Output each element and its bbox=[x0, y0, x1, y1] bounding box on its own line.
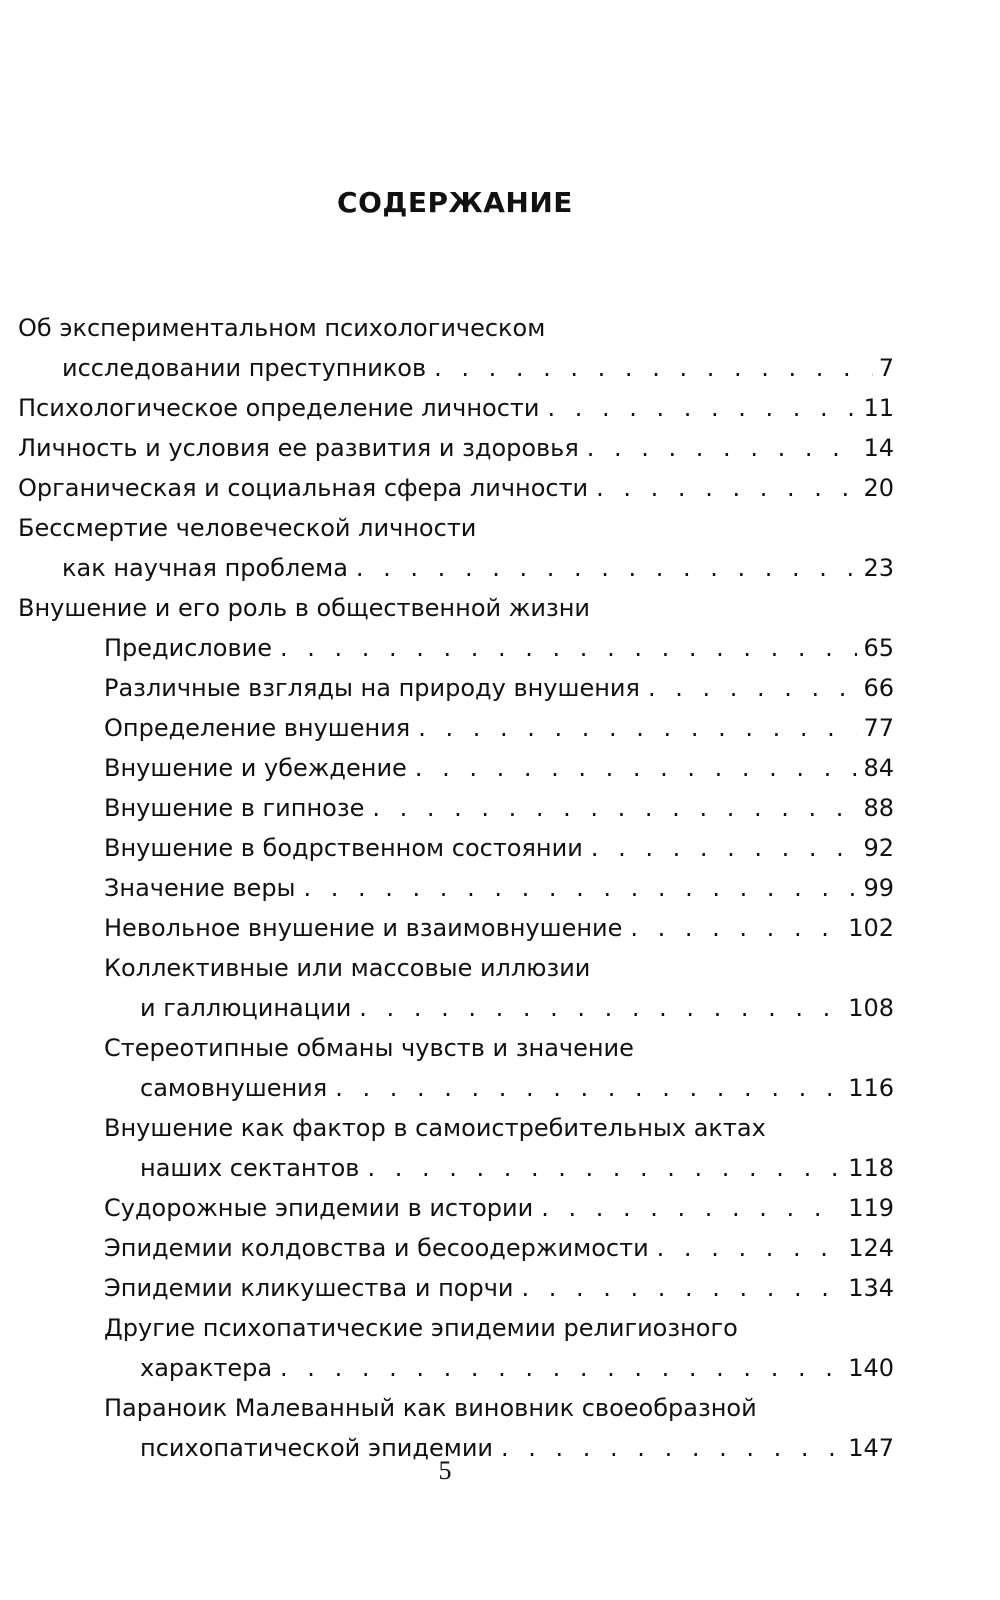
toc-entry-title: Бессмертие человеческой личности bbox=[18, 514, 477, 542]
toc-page-number: 84 bbox=[863, 754, 894, 782]
dot-leader bbox=[596, 468, 857, 508]
dot-leader bbox=[359, 988, 842, 1028]
dot-leader bbox=[372, 788, 857, 828]
dot-leader bbox=[541, 1188, 842, 1228]
toc-entry-line bbox=[18, 308, 894, 348]
toc-entry-title: Внушение в гипнозе bbox=[104, 794, 365, 822]
toc-entry-line bbox=[18, 748, 894, 788]
dot-leader bbox=[591, 828, 858, 868]
dot-leader bbox=[521, 1268, 842, 1308]
toc-page-number: 7 bbox=[878, 354, 894, 382]
toc-entry-line bbox=[18, 1308, 894, 1348]
toc-page-number: 23 bbox=[863, 554, 894, 582]
dot-leader bbox=[280, 1348, 842, 1388]
toc-entry-title: Психологическое определение личности bbox=[18, 394, 540, 422]
toc-entry-title: самовнушения bbox=[140, 1074, 328, 1102]
toc-entry-title: и галлюцинации bbox=[140, 994, 352, 1022]
toc-entry-line bbox=[18, 668, 894, 708]
page-title: СОДЕРЖАНИЕ bbox=[337, 186, 573, 219]
toc-entry-title: Предисловие bbox=[104, 634, 272, 662]
toc-entry-title: Определение внушения bbox=[104, 714, 411, 742]
toc-page-number: 65 bbox=[863, 634, 894, 662]
toc-page-number: 140 bbox=[848, 1354, 894, 1382]
dot-leader bbox=[630, 908, 842, 948]
table-of-contents bbox=[18, 308, 894, 1468]
toc-entry-line bbox=[18, 948, 894, 988]
toc-entry-line bbox=[18, 1268, 894, 1308]
toc-page-number: 118 bbox=[848, 1154, 894, 1182]
dot-leader bbox=[415, 748, 858, 788]
toc-page-number: 134 bbox=[848, 1274, 894, 1302]
toc-entry-title: Стереотипные обманы чувств и значение bbox=[104, 1034, 634, 1062]
toc-entry-line bbox=[18, 1348, 894, 1388]
toc-page-number: 147 bbox=[848, 1434, 894, 1462]
toc-page-number: 119 bbox=[848, 1194, 894, 1222]
toc-entry-line bbox=[18, 1068, 894, 1108]
dot-leader bbox=[648, 668, 858, 708]
dot-leader bbox=[356, 548, 858, 588]
toc-entry-title: психопатической эпидемии bbox=[140, 1434, 494, 1462]
page-number: 5 bbox=[438, 1456, 452, 1485]
dot-leader bbox=[547, 388, 857, 428]
toc-page-number: 20 bbox=[863, 474, 894, 502]
toc-entry-line bbox=[18, 788, 894, 828]
toc-entry-line bbox=[18, 988, 894, 1028]
toc-entry-line bbox=[18, 428, 894, 468]
toc-page-number: 14 bbox=[863, 434, 894, 462]
toc-entry-title: наших сектантов bbox=[140, 1154, 360, 1182]
toc-page-number: 92 bbox=[863, 834, 894, 862]
toc-page-number: 102 bbox=[848, 914, 894, 942]
toc-page-number: 116 bbox=[848, 1074, 894, 1102]
dot-leader bbox=[367, 1148, 842, 1188]
dot-leader bbox=[587, 428, 858, 468]
toc-entry-title: Значение веры bbox=[104, 874, 296, 902]
toc-entry-line bbox=[18, 348, 894, 388]
toc-entry-title: Невольное внушение и взаимовнушение bbox=[104, 914, 623, 942]
toc-page-number: 99 bbox=[863, 874, 894, 902]
dot-leader bbox=[280, 628, 857, 668]
dot-leader bbox=[418, 708, 857, 748]
toc-page-number: 124 bbox=[848, 1234, 894, 1262]
toc-entry-title: Судорожные эпидемии в истории bbox=[104, 1194, 534, 1222]
toc-entry-title: Параноик Малеванный как виновник своеобразной bbox=[104, 1394, 757, 1422]
toc-entry-line bbox=[18, 388, 894, 428]
toc-entry-title: Внушение и убеждение bbox=[104, 754, 407, 782]
toc-entry-line bbox=[18, 1148, 894, 1188]
toc-entry-line bbox=[18, 548, 894, 588]
toc-entry-title: Об экспериментальном психологическом bbox=[18, 314, 546, 342]
toc-page-number: 11 bbox=[863, 394, 894, 422]
toc-entry-line bbox=[18, 708, 894, 748]
toc-section-heading bbox=[18, 588, 894, 628]
toc-entry-line bbox=[18, 1028, 894, 1068]
dot-leader bbox=[335, 1068, 842, 1108]
toc-entry-title: Органическая и социальная сфера личности bbox=[18, 474, 589, 502]
dot-leader bbox=[434, 348, 873, 388]
toc-page-number: 88 bbox=[863, 794, 894, 822]
toc-entry-title: Личность и условия ее развития и здоровья bbox=[18, 434, 579, 462]
toc-entry-title: Внушение и его роль в общественной жизни bbox=[18, 594, 590, 622]
toc-entry-line bbox=[18, 628, 894, 668]
toc-entry-line bbox=[18, 1108, 894, 1148]
toc-entry-line bbox=[18, 1228, 894, 1268]
toc-entry-title: Коллективные или массовые иллюзии bbox=[104, 954, 591, 982]
toc-entry-line bbox=[18, 868, 894, 908]
toc-entry-title: Внушение как фактор в самоистребительных актах bbox=[104, 1114, 766, 1142]
toc-entry-title: Внушение в бодрственном состоянии bbox=[104, 834, 583, 862]
toc-entry-title: Эпидемии колдовства и бесоодержимости bbox=[104, 1234, 649, 1262]
toc-entry-title: характера bbox=[140, 1354, 273, 1382]
toc-entry-line bbox=[18, 1188, 894, 1228]
toc-entry-line bbox=[18, 908, 894, 948]
toc-page-number: 66 bbox=[863, 674, 894, 702]
toc-entry-title: как научная проблема bbox=[62, 554, 348, 582]
toc-entry-line bbox=[18, 468, 894, 508]
toc-entry-line bbox=[18, 1388, 894, 1428]
toc-entry-title: Другие психопатические эпидемии религиозного bbox=[104, 1314, 738, 1342]
toc-entry-line bbox=[18, 828, 894, 868]
dot-leader bbox=[657, 1228, 843, 1268]
toc-entry-title: Различные взгляды на природу внушения bbox=[104, 674, 640, 702]
toc-entry-title: Эпидемии кликушества и порчи bbox=[104, 1274, 514, 1302]
dot-leader bbox=[304, 868, 858, 908]
toc-page-number: 108 bbox=[848, 994, 894, 1022]
toc-entry-line bbox=[18, 508, 894, 548]
toc-page-number: 77 bbox=[863, 714, 894, 742]
toc-entry-title: исследовании преступников bbox=[62, 354, 427, 382]
